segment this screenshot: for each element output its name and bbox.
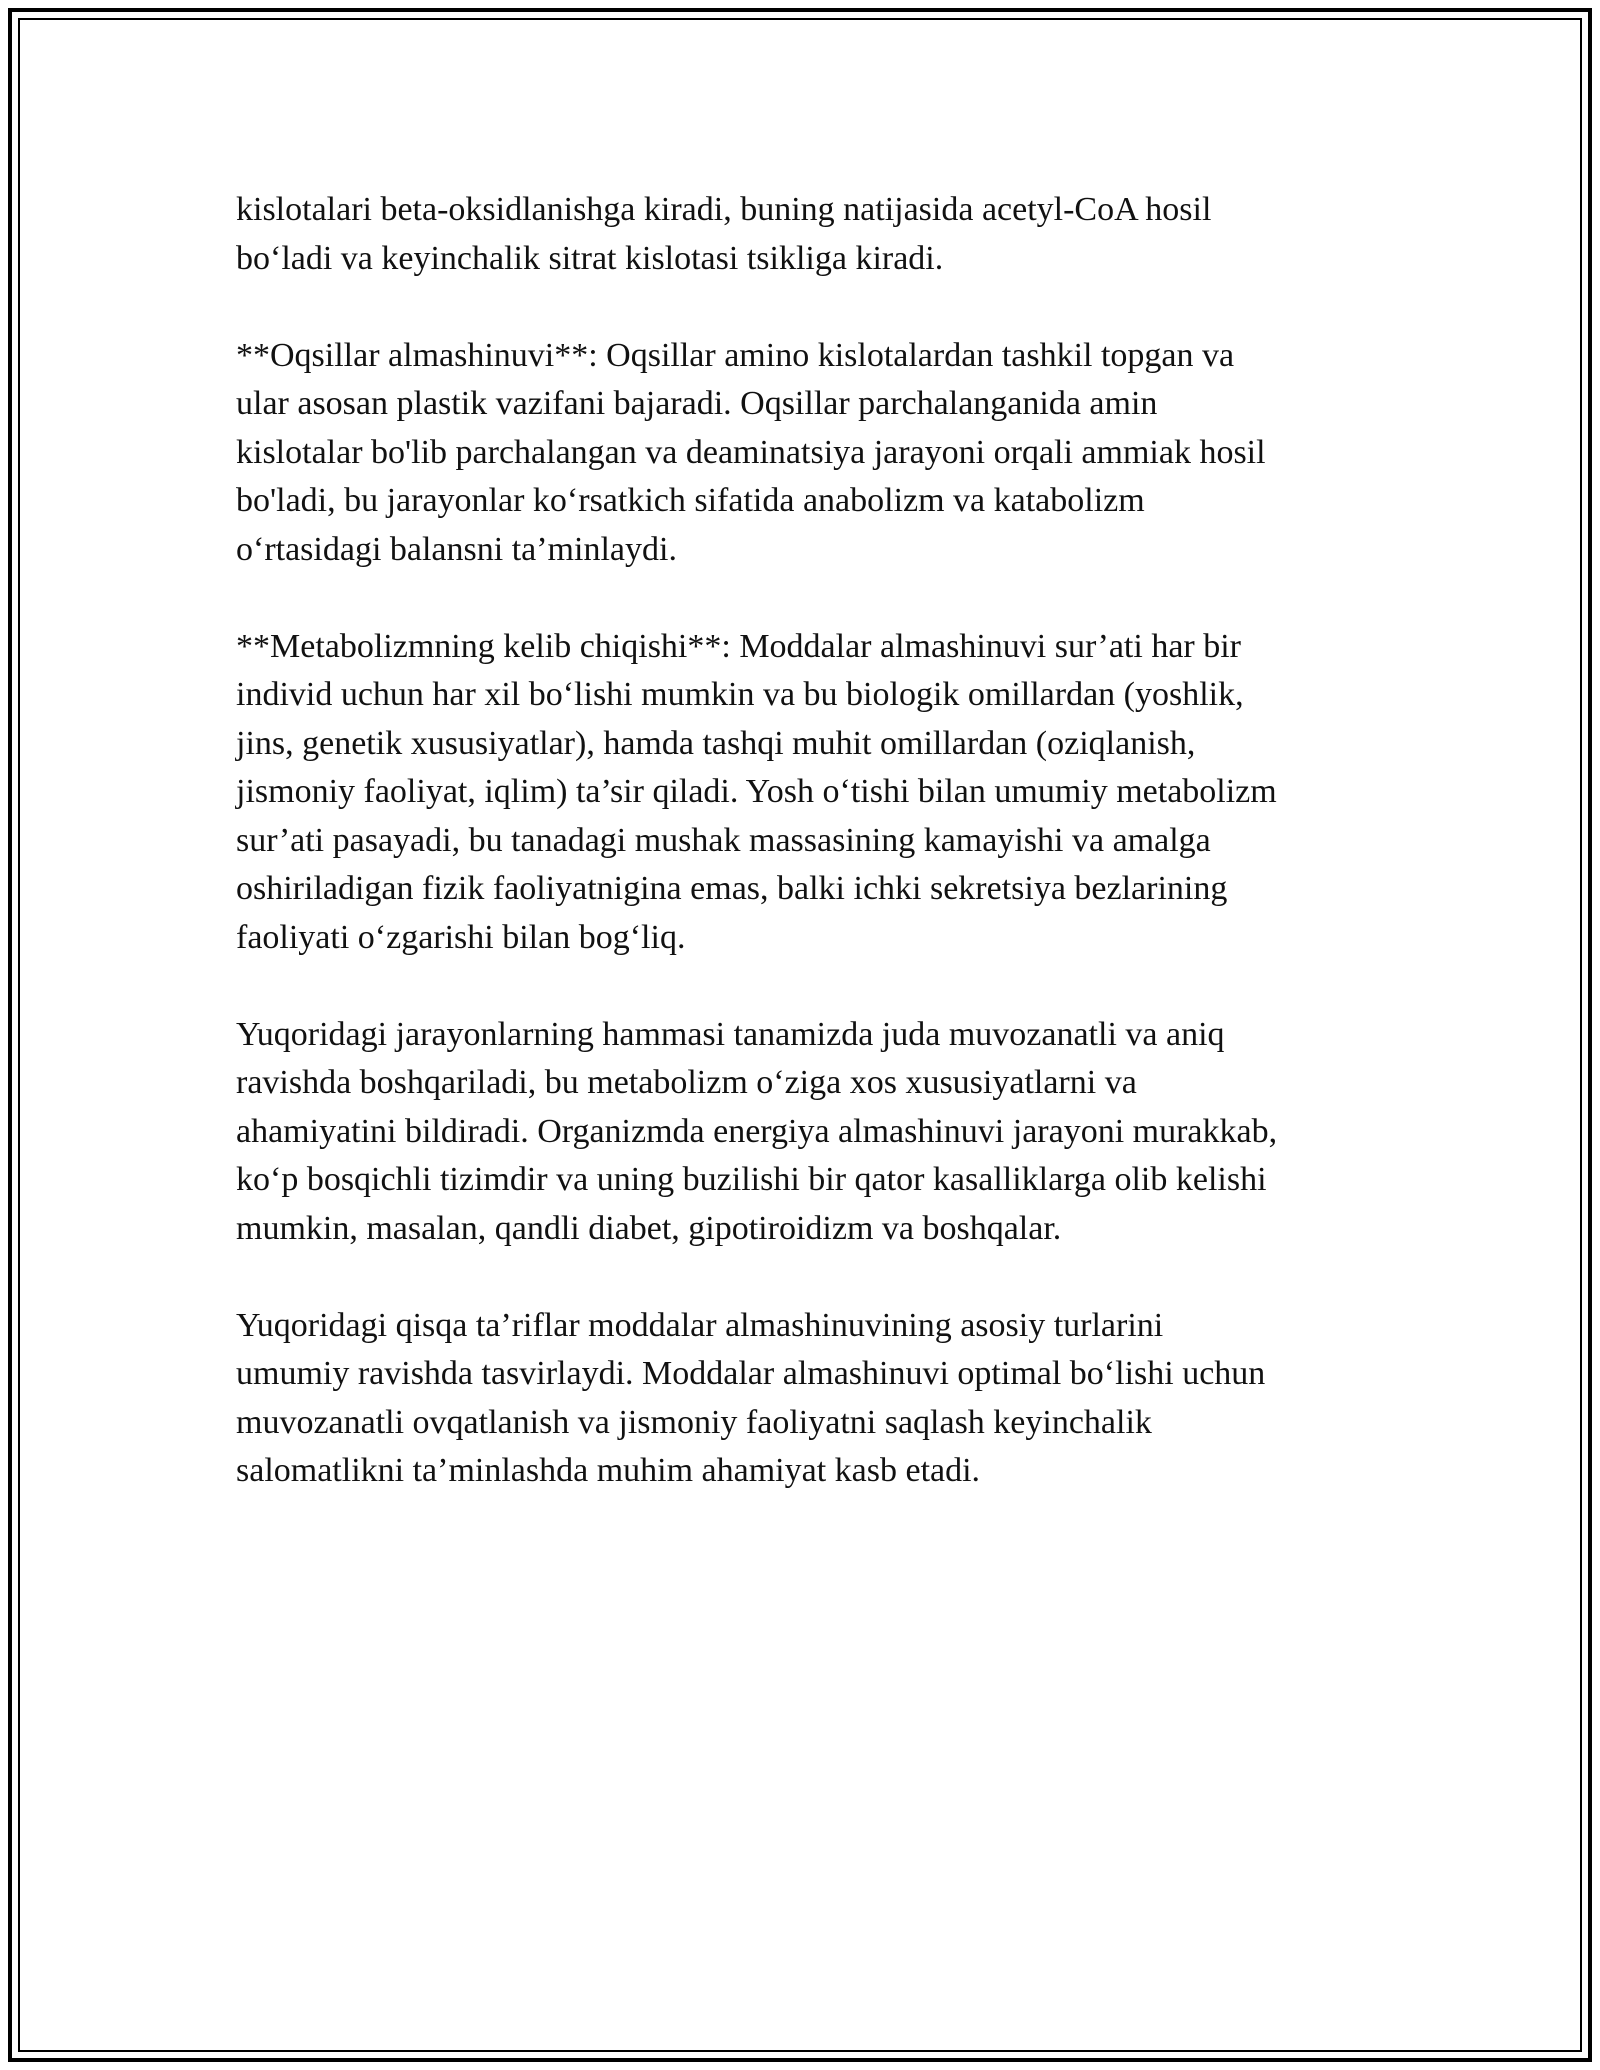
text-line: individ uchun har xil bo‘lishi mumkin va bu biologik omillardan (yoshlik, bbox=[236, 676, 1244, 713]
document-body bbox=[236, 186, 1386, 1544]
text-line: muvozanatli ovqatlanish va jismoniy faoliyatni saqlash keyinchalik bbox=[236, 1403, 1152, 1441]
paragraph-fat-oxidation bbox=[236, 186, 1386, 283]
text-line: ahamiyatini bildiradi. Organizmda energiya almashinuvi jarayoni murakkab, bbox=[236, 1112, 1278, 1150]
text-line: umumiy ravishda tasvirlaydi. Moddalar almashinuvi optimal bo‘lishi uchun bbox=[236, 1355, 1266, 1392]
text-line: oshiriladigan fizik faoliyatnigina emas, balki ichki sekretsiya bezlarining bbox=[236, 870, 1228, 907]
text-line: sur’ati pasayadi, bu tanadagi mushak massasining kamayishi va amalga bbox=[236, 821, 1211, 859]
text-line: ko‘p bosqichli tizimdir va uning buzilishi bir qator kasalliklarga olib kelishi bbox=[236, 1161, 1267, 1198]
text-line: jismoniy faoliyat, iqlim) ta’sir qiladi. Yosh o‘tishi bilan umumiy metabolizm bbox=[236, 773, 1277, 810]
text-line: bo‘ladi va keyinchalik sitrat kislotasi tsikliga kiradi. bbox=[236, 239, 944, 277]
text-line: o‘rtasidagi balansni ta’minlaydi. bbox=[236, 530, 677, 568]
text-line: **Metabolizmning kelib chiqishi**: Moddalar almashinuvi sur’ati har bir bbox=[236, 627, 1242, 665]
text-line: **Oqsillar almashinuvi**: Oqsillar amino kislotalardan tashkil topgan va bbox=[236, 336, 1235, 374]
paragraph-protein-metabolism bbox=[236, 332, 1386, 575]
text-line: kislotalari beta-oksidlanishga kiradi, buning natijasida acetyl-CoA hosil bbox=[236, 191, 1212, 228]
paragraph-conclusion bbox=[236, 1302, 1386, 1496]
text-line: kislotalar bo'lib parchalangan va deaminatsiya jarayoni orqali ammiak hosil bbox=[236, 433, 1266, 471]
text-line: Yuqoridagi qisqa ta’riflar moddalar almashinuvining asosiy turlarini bbox=[236, 1306, 1164, 1344]
paragraph-regulation bbox=[236, 1011, 1386, 1254]
text-line: salomatlikni ta’minlashda muhim ahamiyat kasb etadi. bbox=[236, 1452, 981, 1489]
text-line: jins, genetik xususiyatlar), hamda tashqi muhit omillardan (oziqlanish, bbox=[236, 724, 1196, 762]
paragraph-metabolism-origin bbox=[236, 623, 1386, 963]
text-line: Yuqoridagi jarayonlarning hammasi tanamizda juda muvozanatli va aniq bbox=[236, 1015, 1225, 1053]
text-line: ular asosan plastik vazifani bajaradi. Oqsillar parchalanganida amin bbox=[236, 385, 1158, 422]
text-line: ravishda boshqariladi, bu metabolizm o‘ziga xos xususiyatlarni va bbox=[236, 1064, 1137, 1101]
text-line: faoliyati o‘zgarishi bilan bog‘liq. bbox=[236, 918, 686, 956]
text-line: bo'ladi, bu jarayonlar ko‘rsatkich sifatida anabolizm va katabolizm bbox=[236, 482, 1145, 519]
text-line: mumkin, masalan, qandli diabet, gipotiroidizm va boshqalar. bbox=[236, 1209, 1062, 1247]
